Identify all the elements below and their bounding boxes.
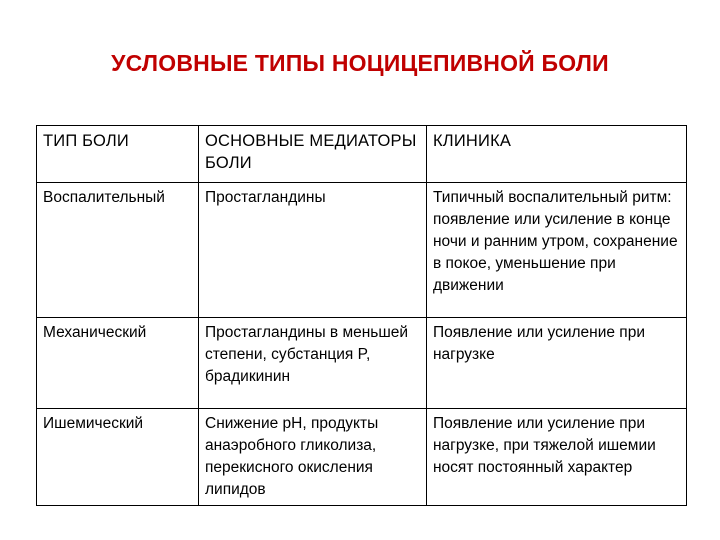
cell-pain-type: Воспалительный <box>37 183 199 318</box>
pain-types-table <box>36 125 687 506</box>
cell-clinic: Типичный воспалительный ритм: появление или усиление в конце ночи и ранним утром, сохранение в покое, уменьшение при движении <box>427 183 687 318</box>
cell-pain-type: Механический <box>37 318 199 409</box>
table-row <box>37 409 687 506</box>
cell-clinic: Появление или усиление при нагрузке <box>427 318 687 409</box>
cell-mediators: Снижение рН, продукты анаэробного гликолиза, перекисного окисления липидов <box>199 409 427 506</box>
header-pain-type: ТИП БОЛИ <box>37 126 199 183</box>
table-header-row <box>37 126 687 183</box>
table-row <box>37 318 687 409</box>
cell-mediators: Простагландины <box>199 183 427 318</box>
table-row <box>37 183 687 318</box>
cell-clinic: Появление или усиление при нагрузке, при тяжелой ишемии носят постоянный характер <box>427 409 687 506</box>
header-mediators: ОСНОВНЫЕ МЕДИАТОРЫ БОЛИ <box>199 126 427 183</box>
cell-mediators: Простагландины в меньшей степени, субстанция P, брадикинин <box>199 318 427 409</box>
header-clinic: КЛИНИКА <box>427 126 687 183</box>
cell-pain-type: Ишемический <box>37 409 199 506</box>
slide-title: УСЛОВНЫЕ ТИПЫ НОЦИЦЕПИВНОЙ БОЛИ <box>111 50 609 76</box>
